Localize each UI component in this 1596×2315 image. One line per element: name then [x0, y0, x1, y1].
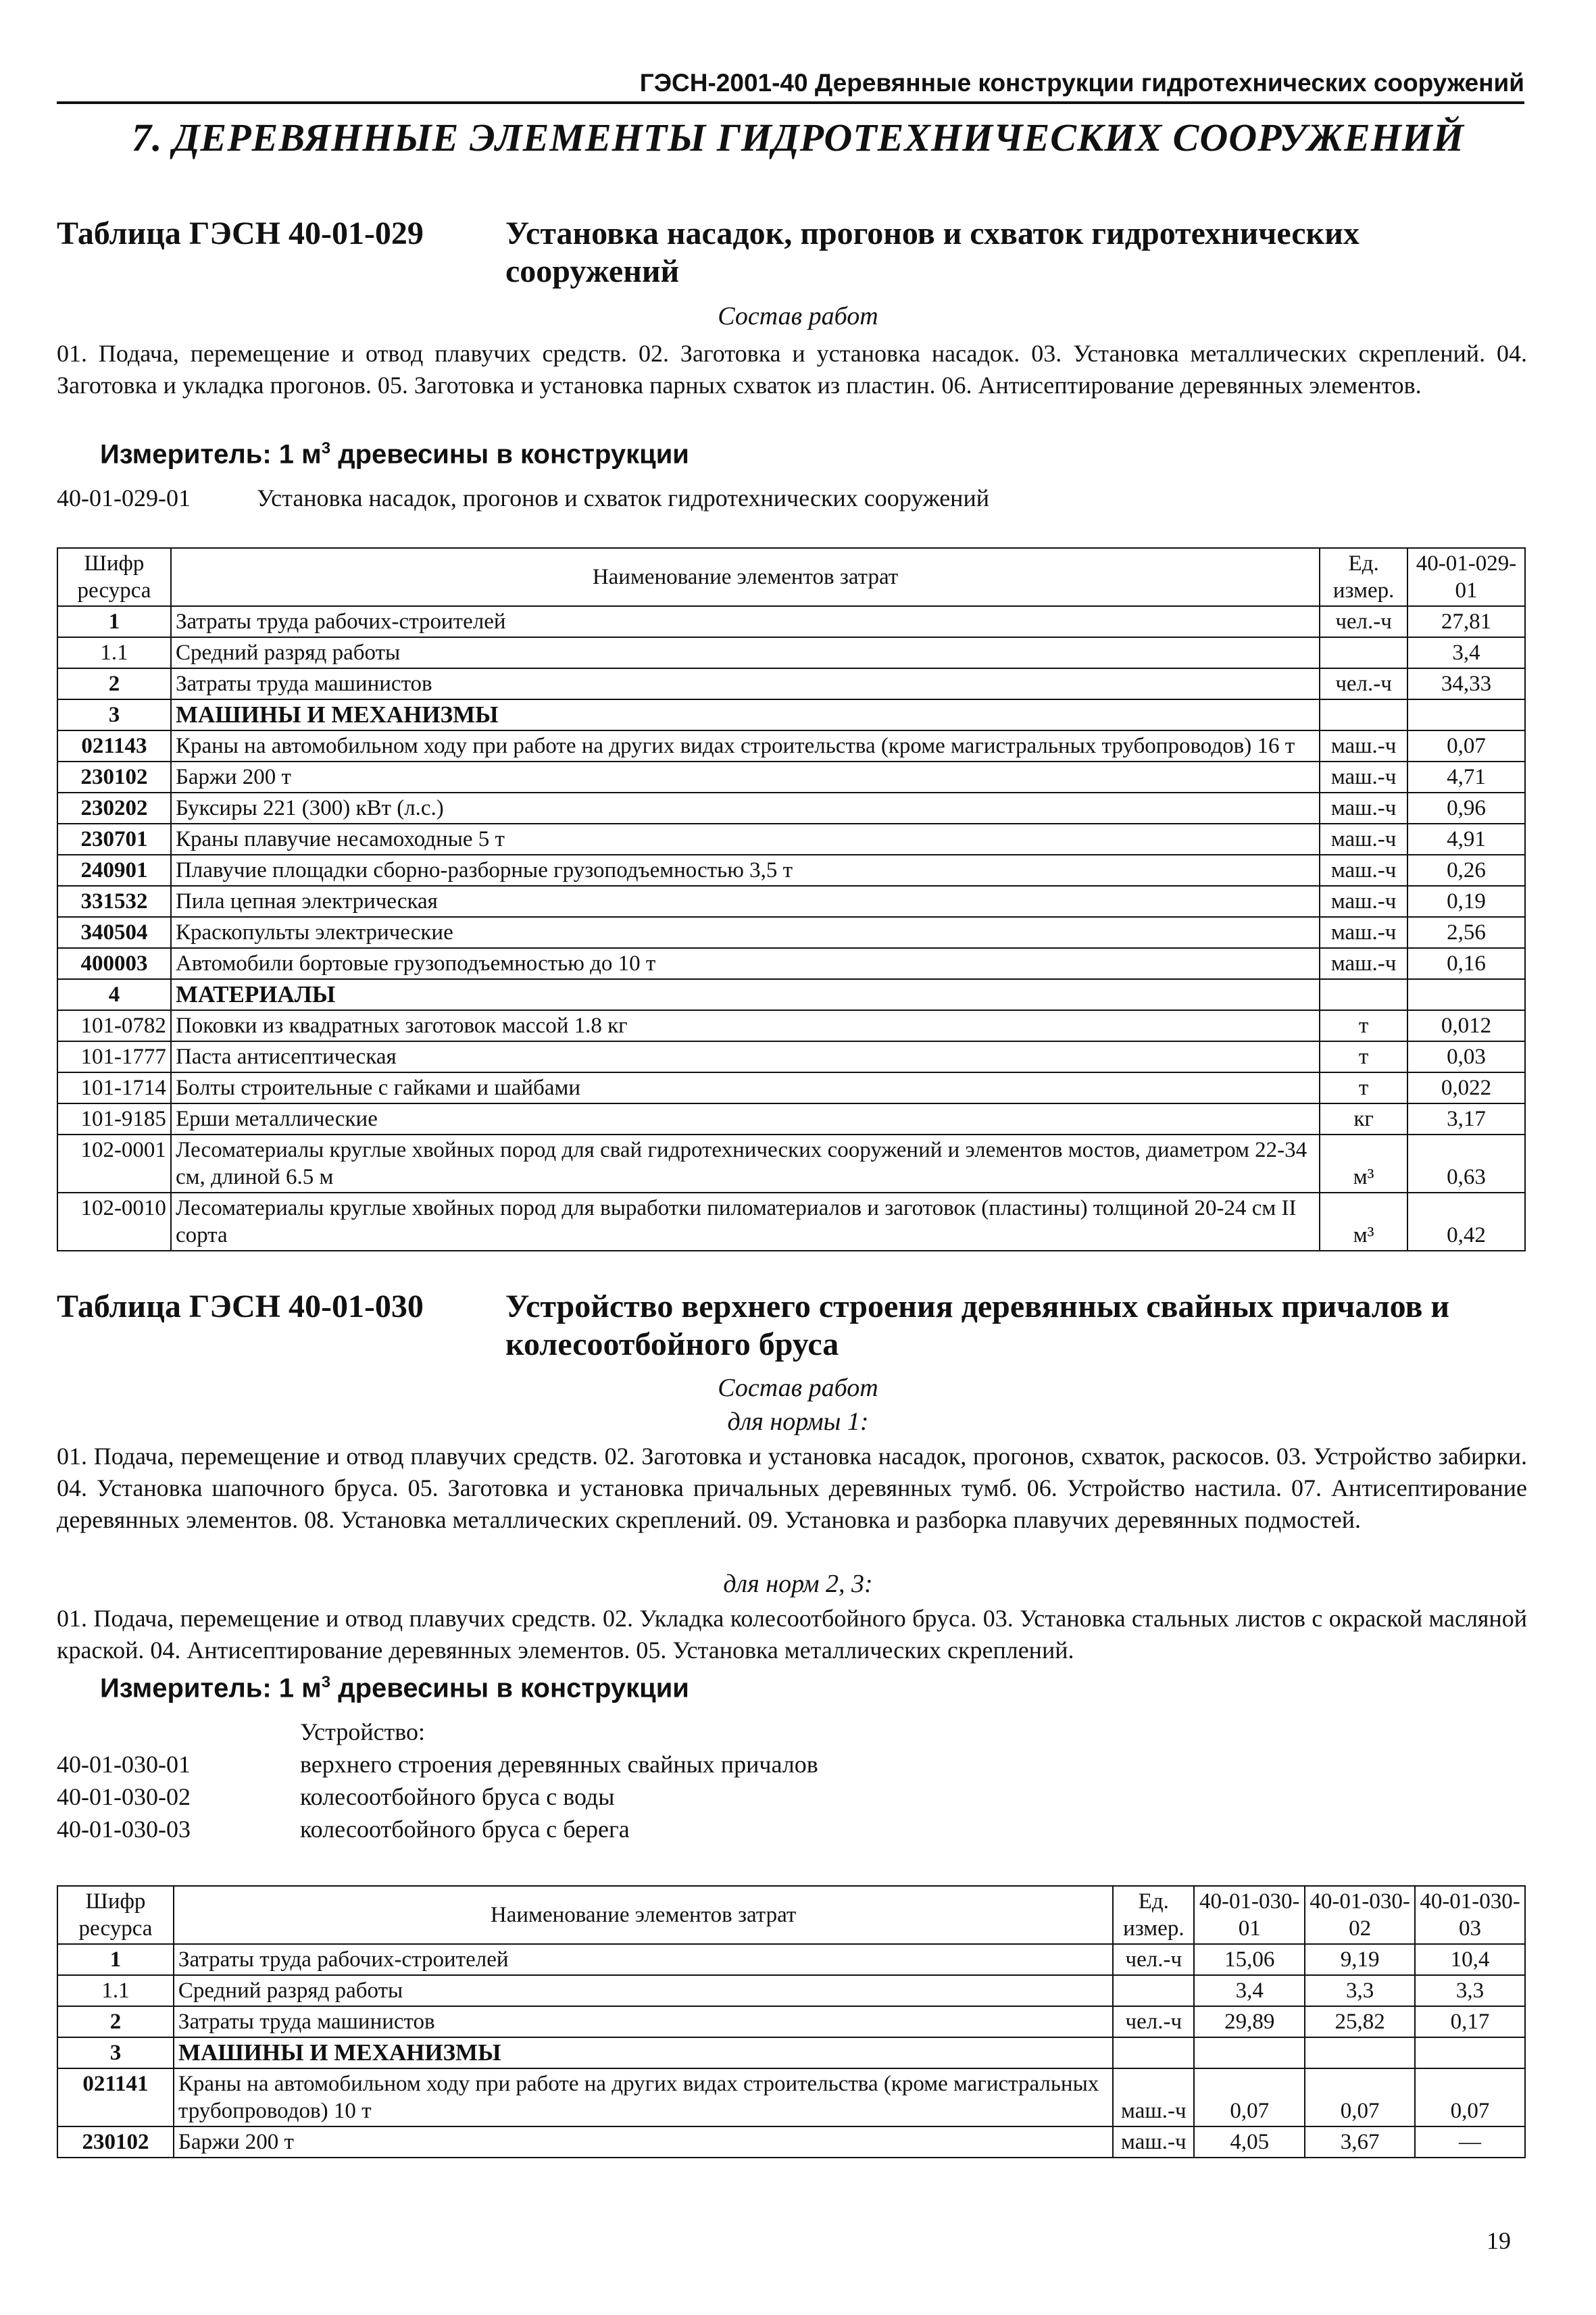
table-row — [57, 1193, 1525, 1251]
table-row — [57, 730, 1525, 762]
header-name: Наименование элементов затрат — [174, 1886, 1113, 1944]
header-col: 40-01-030-02 — [1305, 1886, 1415, 1944]
cell-unit: маш.-ч — [1320, 917, 1407, 948]
cell-value: 3,3 — [1415, 1975, 1525, 2006]
cell-name: Автомобили бортовые грузоподъемностью до 10 т — [171, 948, 1320, 979]
cell-name: Затраты труда рабочих-строителей — [174, 1944, 1113, 1975]
table-row — [57, 917, 1525, 948]
cell-unit: маш.-ч — [1320, 948, 1407, 979]
cell-code: 1 — [57, 1944, 174, 1975]
cell-code: 101-1777 — [57, 1041, 171, 1072]
table-row — [57, 824, 1525, 855]
cell-unit: маш.-ч — [1320, 793, 1407, 824]
cell-value: 0,16 — [1407, 948, 1525, 979]
cell-value: 0,012 — [1407, 1010, 1525, 1041]
cell-name: Краны на автомобильном ходу при работе на других видах строительства (кроме магистральных трубопроводов) 16 т — [171, 730, 1320, 762]
table29-header-row — [57, 548, 1525, 606]
table30-label: Таблица ГЭСН 40-01-030 — [57, 1289, 424, 1324]
cell-name: Буксиры 221 (300) кВт (л.с.) — [171, 793, 1320, 824]
table29-work-text: 01. Подача, перемещение и отвод плавучих средств. 02. Заготовка и установка насадок. 03. Установка металлических скреплений. 04. Заготовка и укладка прогонов. 05. Заготовка и установка парных схваток из пластин. 06. Антисептирование деревянных элементов. — [57, 340, 1527, 399]
cell-name: Ерши металлические — [171, 1103, 1320, 1135]
cell-unit: т — [1320, 1041, 1407, 1072]
table-row — [57, 637, 1525, 668]
table30-norm23-heading: для норм 2, 3: — [723, 1570, 873, 1598]
header-unit: Ед. измер. — [1113, 1886, 1194, 1944]
table-section-row — [57, 2037, 1525, 2068]
cell-unit: маш.-ч — [1320, 886, 1407, 917]
cell-value: 3,3 — [1305, 1975, 1415, 2006]
table-row — [57, 793, 1525, 824]
table30-title: Устройство верхнего строения деревянных свайных причалов и колесоотбойного бруса — [505, 1289, 1450, 1362]
cell-code: 3 — [57, 2037, 174, 2068]
cell-code: 3 — [57, 699, 171, 730]
cell-unit: кг — [1320, 1103, 1407, 1135]
table-row — [57, 1103, 1525, 1135]
header-code: Шифр ресурса — [57, 1886, 174, 1944]
cell-code: 331532 — [57, 886, 171, 917]
cell-name: Пила цепная электрическая — [171, 886, 1320, 917]
table29-norm-name: Установка насадок, прогонов и схваток гидротехнических сооружений — [257, 484, 989, 512]
cell-value: 0,63 — [1407, 1135, 1525, 1193]
table-row — [57, 855, 1525, 886]
cell-name: Лесоматериалы круглые хвойных пород для свай гидротехнических сооружений и элементов мостов, диаметром 22-34 см, длиной 6.5 м — [171, 1135, 1320, 1193]
table-row — [57, 2006, 1525, 2037]
cell-value: 0,96 — [1407, 793, 1525, 824]
table-row — [57, 762, 1525, 793]
table30-container — [57, 1885, 1526, 2158]
header-code: Шифр ресурса — [57, 548, 171, 606]
cell-code: 102-0001 — [57, 1135, 171, 1193]
cell-name: Краны на автомобильном ходу при работе на других видах строительства (кроме магистральных трубопроводов) 10 т — [174, 2068, 1113, 2126]
cell-code: 230202 — [57, 793, 171, 824]
cell-unit: маш.-ч — [1113, 2068, 1194, 2126]
norm-list-item: 40-01-030-02 колесоотбойного бруса с воды — [57, 1783, 615, 1810]
table30-norm-list — [57, 1750, 818, 1847]
cell-unit: т — [1320, 1010, 1407, 1041]
cell-value: 25,82 — [1305, 2006, 1415, 2037]
cell-unit — [1320, 637, 1407, 668]
cell-value: 4,71 — [1407, 762, 1525, 793]
cell-value: 0,022 — [1407, 1072, 1525, 1103]
cell-unit — [1113, 1975, 1194, 2006]
table30-device-heading: Устройство: — [300, 1718, 426, 1745]
cell-code: 101-9185 — [57, 1103, 171, 1135]
table29-label: Таблица ГЭСН 40-01-029 — [57, 216, 424, 251]
cell-value: 0,07 — [1415, 2068, 1525, 2126]
table30-norm1-text: 01. Подача, перемещение и отвод плавучих средств. 02. Заготовка и установка насадок, прогонов, схваток, раскосов. 03. Устройство забирки. 04. Установка шапочного бруса. 05. Заготовка и установка причальных деревянных тумб. 06. Устройство настила. 07. Антисептирование деревянных элементов. 08. Установка металлических скреплений. 09. Установка и разборка плавучих деревянных подмостей. — [57, 1443, 1527, 1533]
table-row — [57, 1944, 1525, 1975]
cell-code: 101-0782 — [57, 1010, 171, 1041]
cell-code: 1.1 — [57, 637, 171, 668]
cell-code: 340504 — [57, 917, 171, 948]
norm-list-item: 40-01-030-03 колесоотбойного бруса с берега — [57, 1816, 630, 1843]
cell-value: — — [1415, 2126, 1525, 2158]
cell-name: Средний разряд работы — [174, 1975, 1113, 2006]
cell-value: 3,17 — [1407, 1103, 1525, 1135]
table30 — [57, 1885, 1526, 2158]
cell-name: Плавучие площадки сборно-разборные грузоподъемностью 3,5 т — [171, 855, 1320, 886]
cell-unit — [1320, 979, 1407, 1010]
table29 — [57, 547, 1526, 1251]
cell-unit: чел.-ч — [1113, 2006, 1194, 2037]
page-number: 19 — [1487, 2227, 1511, 2254]
cell-code: 240901 — [57, 855, 171, 886]
table30-norm1-heading: для нормы 1: — [727, 1408, 869, 1436]
cell-code: 400003 — [57, 948, 171, 979]
cell-value: 0,07 — [1194, 2068, 1305, 2126]
cell-code: 230701 — [57, 824, 171, 855]
norm-list-item: 40-01-030-01 верхнего строения деревянных свайных причалов — [57, 1751, 818, 1778]
cell-value: 3,4 — [1194, 1975, 1305, 2006]
cell-unit: м³ — [1320, 1135, 1407, 1193]
cell-unit: маш.-ч — [1113, 2126, 1194, 2158]
cell-unit — [1320, 699, 1407, 730]
cell-unit: чел.-ч — [1320, 668, 1407, 699]
cell-unit: чел.-ч — [1113, 1944, 1194, 1975]
cell-code: 230102 — [57, 2126, 174, 2158]
cell-value: 0,07 — [1305, 2068, 1415, 2126]
cell-name: Болты строительные с гайками и шайбами — [171, 1072, 1320, 1103]
table-row — [57, 1010, 1525, 1041]
cell-value: 4,05 — [1194, 2126, 1305, 2158]
table30-norm23-text: 01. Подача, перемещение и отвод плавучих средств. 02. Укладка колесоотбойного бруса. 03. Установка стальных листов с окраской масляной краской. 04. Антисептирование деревянных элементов. 05. Установка металлических скреплений. — [57, 1605, 1527, 1664]
cell-code: 102-0010 — [57, 1193, 171, 1251]
cell-name: Поковки из квадратных заготовок массой 1.8 кг — [171, 1010, 1320, 1041]
table-section-row — [57, 979, 1525, 1010]
cell-name: МАШИНЫ И МЕХАНИЗМЫ — [171, 699, 1320, 730]
cell-value — [1305, 2037, 1415, 2068]
cell-value: 27,81 — [1407, 606, 1525, 637]
cell-value: 9,19 — [1305, 1944, 1415, 1975]
cell-name: Краны плавучие несамоходные 5 т — [171, 824, 1320, 855]
header-col: 40-01-030-01 — [1194, 1886, 1305, 1944]
cell-code: 1.1 — [57, 1975, 174, 2006]
cell-code: 1 — [57, 606, 171, 637]
header-col: 40-01-029-01 — [1407, 548, 1525, 606]
table30-meter: Измеритель: 1 $м^3$ древесины в конструкции — [100, 1673, 689, 1703]
table-row — [57, 1072, 1525, 1103]
cell-value: 4,91 — [1407, 824, 1525, 855]
table29-work-heading: Состав работ — [718, 302, 878, 330]
cell-value: 15,06 — [1194, 1944, 1305, 1975]
cell-value — [1407, 699, 1525, 730]
cell-name: Затраты труда машинистов — [174, 2006, 1113, 2037]
cell-code: 4 — [57, 979, 171, 1010]
cell-code: 021143 — [57, 730, 171, 762]
table29-container — [57, 547, 1526, 1251]
cell-name: Лесоматериалы круглые хвойных пород для выработки пиломатериалов и заготовок (пластины) толщиной 20-24 см II сорта — [171, 1193, 1320, 1251]
cell-name: Паста антисептическая — [171, 1041, 1320, 1072]
cell-name: Затраты труда рабочих-строителей — [171, 606, 1320, 637]
cell-name: МАТЕРИАЛЫ — [171, 979, 1320, 1010]
cell-value — [1194, 2037, 1305, 2068]
header-name: Наименование элементов затрат — [171, 548, 1320, 606]
cell-unit: т — [1320, 1072, 1407, 1103]
cell-name: Баржи 200 т — [171, 762, 1320, 793]
table-row — [57, 948, 1525, 979]
cell-value: 10,4 — [1415, 1944, 1525, 1975]
cell-value — [1415, 2037, 1525, 2068]
cell-unit: чел.-ч — [1320, 606, 1407, 637]
cell-value: 0,03 — [1407, 1041, 1525, 1072]
cell-value: 0,19 — [1407, 886, 1525, 917]
cell-code: 2 — [57, 2006, 174, 2037]
cell-name: Баржи 200 т — [174, 2126, 1113, 2158]
cell-value: 3,4 — [1407, 637, 1525, 668]
running-header: ГЭСН-2001-40 Деревянные конструкции гидротехнических сооружений — [639, 69, 1524, 97]
table29-meter: Измеритель: 1 $м^3$ древесины в конструкции — [100, 439, 689, 470]
cell-unit: маш.-ч — [1320, 824, 1407, 855]
cell-value: 0,07 — [1407, 730, 1525, 762]
header-unit: Ед. измер. — [1320, 548, 1407, 606]
table29-norm-code: 40-01-029-01 — [57, 484, 191, 512]
cell-unit — [1113, 2037, 1194, 2068]
cell-value: 0,42 — [1407, 1193, 1525, 1251]
cell-code: 2 — [57, 668, 171, 699]
cell-value: 0,26 — [1407, 855, 1525, 886]
table-row — [57, 1135, 1525, 1193]
cell-value: 2,56 — [1407, 917, 1525, 948]
table-row — [57, 668, 1525, 699]
table-section-row — [57, 699, 1525, 730]
cell-unit: маш.-ч — [1320, 855, 1407, 886]
cell-value: 0,17 — [1415, 2006, 1525, 2037]
section-title: 7. ДЕРЕВЯННЫЕ ЭЛЕМЕНТЫ ГИДРОТЕХНИЧЕСКИХ СООРУЖЕНИЙ — [131, 116, 1465, 159]
cell-code: 230102 — [57, 762, 171, 793]
cell-code: 101-1714 — [57, 1072, 171, 1103]
cell-name: Затраты труда машинистов — [171, 668, 1320, 699]
table-row — [57, 2068, 1525, 2126]
cell-unit: маш.-ч — [1320, 730, 1407, 762]
table-row — [57, 886, 1525, 917]
cell-unit: м³ — [1320, 1193, 1407, 1251]
cell-name: МАШИНЫ И МЕХАНИЗМЫ — [174, 2037, 1113, 2068]
cell-value — [1407, 979, 1525, 1010]
header-rule — [57, 101, 1524, 104]
header-col: 40-01-030-03 — [1415, 1886, 1525, 1944]
table-row — [57, 606, 1525, 637]
table29-title: Установка насадок, прогонов и схваток гидротехнических сооружений — [505, 216, 1360, 289]
table30-work-heading: Состав работ — [718, 1374, 878, 1402]
table-row — [57, 1975, 1525, 2006]
cell-value: 34,33 — [1407, 668, 1525, 699]
table30-header-row — [57, 1886, 1525, 1944]
cell-unit: маш.-ч — [1320, 762, 1407, 793]
cell-value: 29,89 — [1194, 2006, 1305, 2037]
cell-name: Средний разряд работы — [171, 637, 1320, 668]
table-row — [57, 2126, 1525, 2158]
cell-name: Краскопульты электрические — [171, 917, 1320, 948]
cell-code: 021141 — [57, 2068, 174, 2126]
table-row — [57, 1041, 1525, 1072]
cell-value: 3,67 — [1305, 2126, 1415, 2158]
